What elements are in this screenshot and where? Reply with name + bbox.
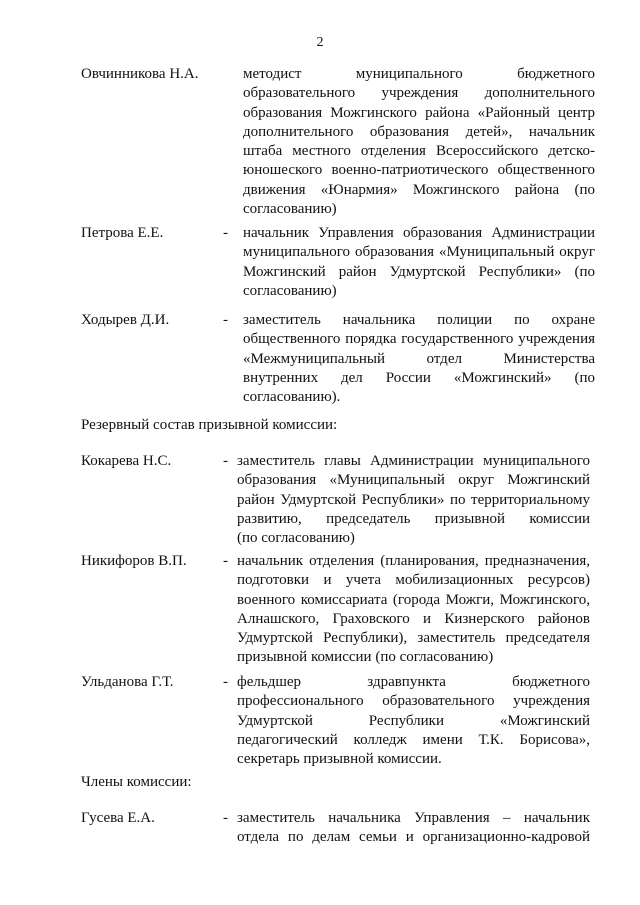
position-line: Удмуртской Республики), заместитель председателя [237, 630, 590, 647]
position-line: начальник отделения (планирования, предназначения, [237, 553, 590, 569]
position-line: образования «Муниципальный округ Можгинский [237, 472, 590, 489]
position-line: движения «Юнармия» Можгинского района (по [243, 181, 595, 198]
dash-separator: - [223, 453, 228, 469]
position-line: муниципального образования «Муниципальный округ [243, 244, 595, 261]
position-line: образовательного учреждения дополнительного [243, 85, 595, 102]
position-line: район Удмуртской Республики» по территориальному [237, 491, 590, 508]
position-line: фельдшер здравпункта бюджетного [237, 674, 590, 690]
position-line: штаба местного отделения Всероссийского детско- [243, 143, 595, 160]
member-name: Овчинникова Н.А. [81, 66, 199, 82]
position-line: секретарь призывной комиссии. [237, 751, 442, 768]
dash-separator: - [223, 674, 228, 690]
position-line: общественного порядка государственного учреждения [243, 331, 595, 348]
position-line: подготовки и учета мобилизационных ресурсов) [237, 572, 590, 589]
member-position [237, 673, 590, 769]
position-line: образования Можгинского района «Районный центр [243, 104, 595, 121]
position-line: Можгинский район Удмуртской Республики» (по [243, 263, 595, 280]
member-position [243, 65, 595, 219]
position-line: дополнительного образования детей», начальник [243, 123, 595, 140]
dash-separator: - [223, 810, 228, 826]
position-line: отдела по делам семьи и организационно-кадровой [237, 829, 590, 846]
position-line: заместитель главы Администрации муниципального [237, 453, 590, 469]
members-section-heading: Члены комиссии: [81, 774, 192, 790]
member-position [243, 224, 595, 301]
member-position [237, 552, 590, 668]
position-line: Алнашского, Граховского и Кизнерского районов [237, 610, 590, 627]
position-line: педагогический колледж имени Т.К. Борисова», [237, 731, 590, 748]
position-line: начальник Управления образования Администрации [243, 225, 595, 241]
position-line: военного комиссариата (города Можги, Можгинского, [237, 591, 590, 608]
position-line: Удмуртской Республики «Можгинский [237, 712, 590, 729]
position-line: призывной комиссии (по согласованию) [237, 649, 494, 666]
dash-separator: - [223, 553, 228, 569]
member-name: Гусева Е.А. [81, 810, 155, 826]
page-number: 2 [316, 35, 324, 50]
position-line: методист муниципального бюджетного [243, 66, 595, 82]
member-name: Ходырев Д.И. [81, 312, 170, 328]
position-line: юношеского военно-патриотического общественного [243, 162, 595, 179]
position-line: профессионального образовательного учреждения [237, 693, 590, 710]
member-position [237, 452, 590, 548]
position-line: внутренних дел России «Можгинский» (по [243, 369, 595, 386]
position-line: заместитель начальника полиции по охране [243, 312, 595, 328]
dash-separator: - [223, 225, 228, 241]
dash-separator: - [223, 312, 228, 328]
position-line: согласованию) [243, 282, 337, 299]
position-line: «Межмуниципальный отдел Министерства [243, 350, 595, 367]
position-line: согласованию) [243, 201, 337, 218]
member-name: Никифоров В.П. [81, 553, 187, 569]
position-line: заместитель начальника Управления – начальник [237, 810, 590, 826]
member-name: Ульданова Г.Т. [81, 674, 174, 690]
member-position [243, 311, 595, 407]
position-line: развитию, председатель призывной комиссии [237, 510, 590, 527]
position-line: согласованию). [243, 389, 341, 406]
member-name: Кокарева Н.С. [81, 453, 172, 469]
member-name: Петрова Е.Е. [81, 225, 164, 241]
member-position [237, 809, 590, 848]
position-line: (по согласованию) [237, 530, 355, 547]
reserve-section-heading: Резервный состав призывной комиссии: [81, 417, 338, 433]
